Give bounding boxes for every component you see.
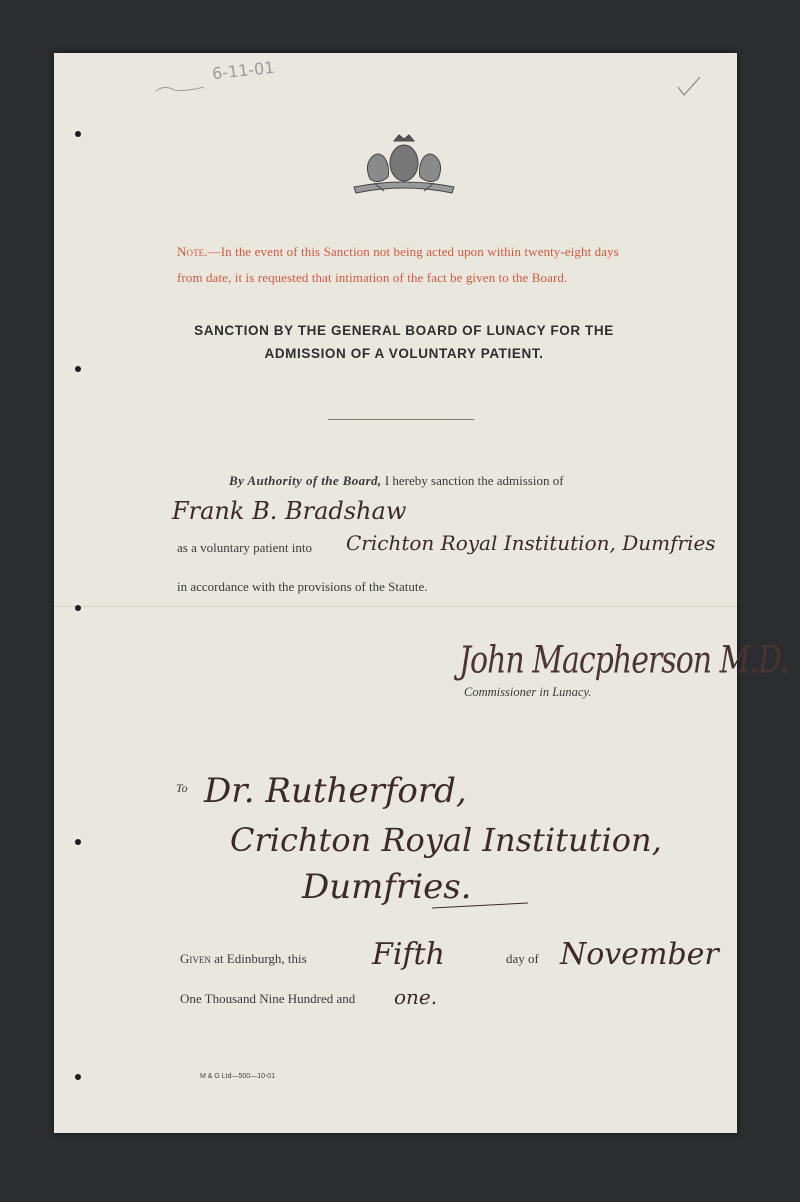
year-text: One Thousand Nine Hundred and xyxy=(180,991,356,1006)
pencil-check-icon xyxy=(674,73,704,103)
authority-phrase: By Authority of the Board, xyxy=(229,473,382,488)
punch-hole xyxy=(75,366,81,372)
printer-imprint: M & G Ltd—500—10-01 xyxy=(200,1073,276,1080)
pencil-mark xyxy=(154,67,214,97)
pencil-date: 6-11-01 xyxy=(211,57,276,84)
commissioner-title: Commissioner in Lunacy. xyxy=(464,685,592,699)
authority-line xyxy=(229,473,564,489)
to-label: To xyxy=(176,781,188,795)
document-page xyxy=(54,53,789,1133)
given-day: Fifth xyxy=(372,937,445,972)
given-label: Given xyxy=(180,951,211,966)
punch-hole xyxy=(75,131,81,137)
addressee-line-3: Dumfries. xyxy=(302,867,472,907)
institution-name: Crichton Royal Institution, Dumfries xyxy=(346,531,716,555)
given-month: November xyxy=(560,937,719,972)
accordance-line: in accordance with the provisions of the Statute. xyxy=(177,579,428,594)
document-heading xyxy=(154,319,654,365)
note-lead: Note. xyxy=(177,244,208,259)
punch-hole xyxy=(75,839,81,845)
given-place: at Edinburgh, this xyxy=(214,951,307,966)
commissioner-signature: John Macpherson M.D. xyxy=(459,638,789,683)
divider-rule xyxy=(328,419,474,420)
addressee-line-2: Crichton Royal Institution, xyxy=(230,821,662,859)
royal-crest-icon xyxy=(344,131,464,201)
punch-hole xyxy=(75,605,81,611)
as-patient-label: as a voluntary patient into xyxy=(177,540,313,555)
heading-line-2: ADMISSION OF A VOLUNTARY PATIENT. xyxy=(264,346,544,361)
punch-hole xyxy=(75,1074,81,1080)
authority-intro: I hereby sanction the admission of xyxy=(384,473,564,488)
fold-line xyxy=(54,606,737,607)
day-of-label: day of xyxy=(506,951,539,966)
note-paragraph xyxy=(177,239,627,291)
heading-line-1: SANCTION BY THE GENERAL BOARD OF LUNACY FOR THE xyxy=(194,323,614,338)
patient-name: Frank B. Bradshaw xyxy=(172,497,407,525)
given-year: one. xyxy=(394,985,438,1009)
addressee-line-1: Dr. Rutherford, xyxy=(204,771,467,811)
note-text: —In the event of this Sanction not being acted upon within twenty-eight days from date, it is requested that intimation of the fact be given to the Board. xyxy=(177,244,619,285)
given-line xyxy=(180,951,307,967)
